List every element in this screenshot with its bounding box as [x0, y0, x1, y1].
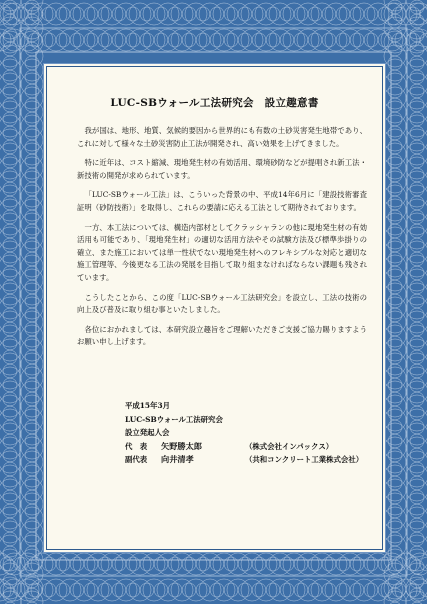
paragraph-1: 我が国は、地形、地質、気候的要因から世界的にも有数の土砂災害発生地帯であり、これに対して様々な土砂災害防止工法が開発され、高い効果を上げてきました。: [77, 126, 367, 148]
signatory-company: （共和コンクリート工業株式会社）: [245, 455, 364, 465]
paragraph-2: 特に近年は、コスト縮減、現地発生材の有効活用、環境砂防などが提唱され新工法・新技術の開発が求められています。: [77, 158, 367, 180]
paragraph-3: 「LUC-SBウォール工法」は、こういった背景の中、平成14年6月に「建設技術審査証明（砂防技術）」を取得し、これらの要請に応える工法として期待されております。: [77, 190, 367, 212]
signatory-name: 向井清孝: [161, 454, 194, 465]
signatory-role: 代 表: [125, 441, 148, 451]
document-title: LUC-SBウォール工法研究会 設立趣意書: [110, 97, 319, 109]
document-body: [77, 125, 367, 356]
certificate-paper: [46, 66, 383, 550]
closing-block: [125, 399, 365, 467]
signatory-role: 副代表: [125, 455, 148, 465]
paragraph-4: 一方、本工法については、構造内部材としてクラッシャランの他に現地発生材の有効活用も可能であり、「現地発生材」の適切な活用方法やその試験方法及び標準歩掛りの確立、また施工においては単一性状でない現地発生材へのフレキシブルな対応と適切な施工管理等、今後更なる工法の発展を目指して取り組まなければならない課題も残されています。: [77, 222, 367, 282]
signatory-row: [125, 440, 365, 454]
signatory-row: [125, 453, 365, 467]
signatory-company: （株式会社インパックス）: [245, 441, 334, 451]
signatory-name: 矢野勝太郎: [161, 440, 202, 451]
founders-label: 設立発起人会: [125, 428, 170, 438]
paragraph-5: こうしたことから、この度「LUC-SBウォール工法研究会」を設立し、工法の技術の向上及び普及に取り組む事といたしました。: [77, 292, 367, 315]
paragraph-6: 各位におかれましては、本研究設立趣旨をご理解いただきご支援ご協力賜りますようお願い申し上げます。: [77, 324, 367, 347]
closing-date: 平成15年3月: [125, 401, 170, 410]
closing-organization: LUC-SBウォール工法研究会: [125, 414, 223, 424]
